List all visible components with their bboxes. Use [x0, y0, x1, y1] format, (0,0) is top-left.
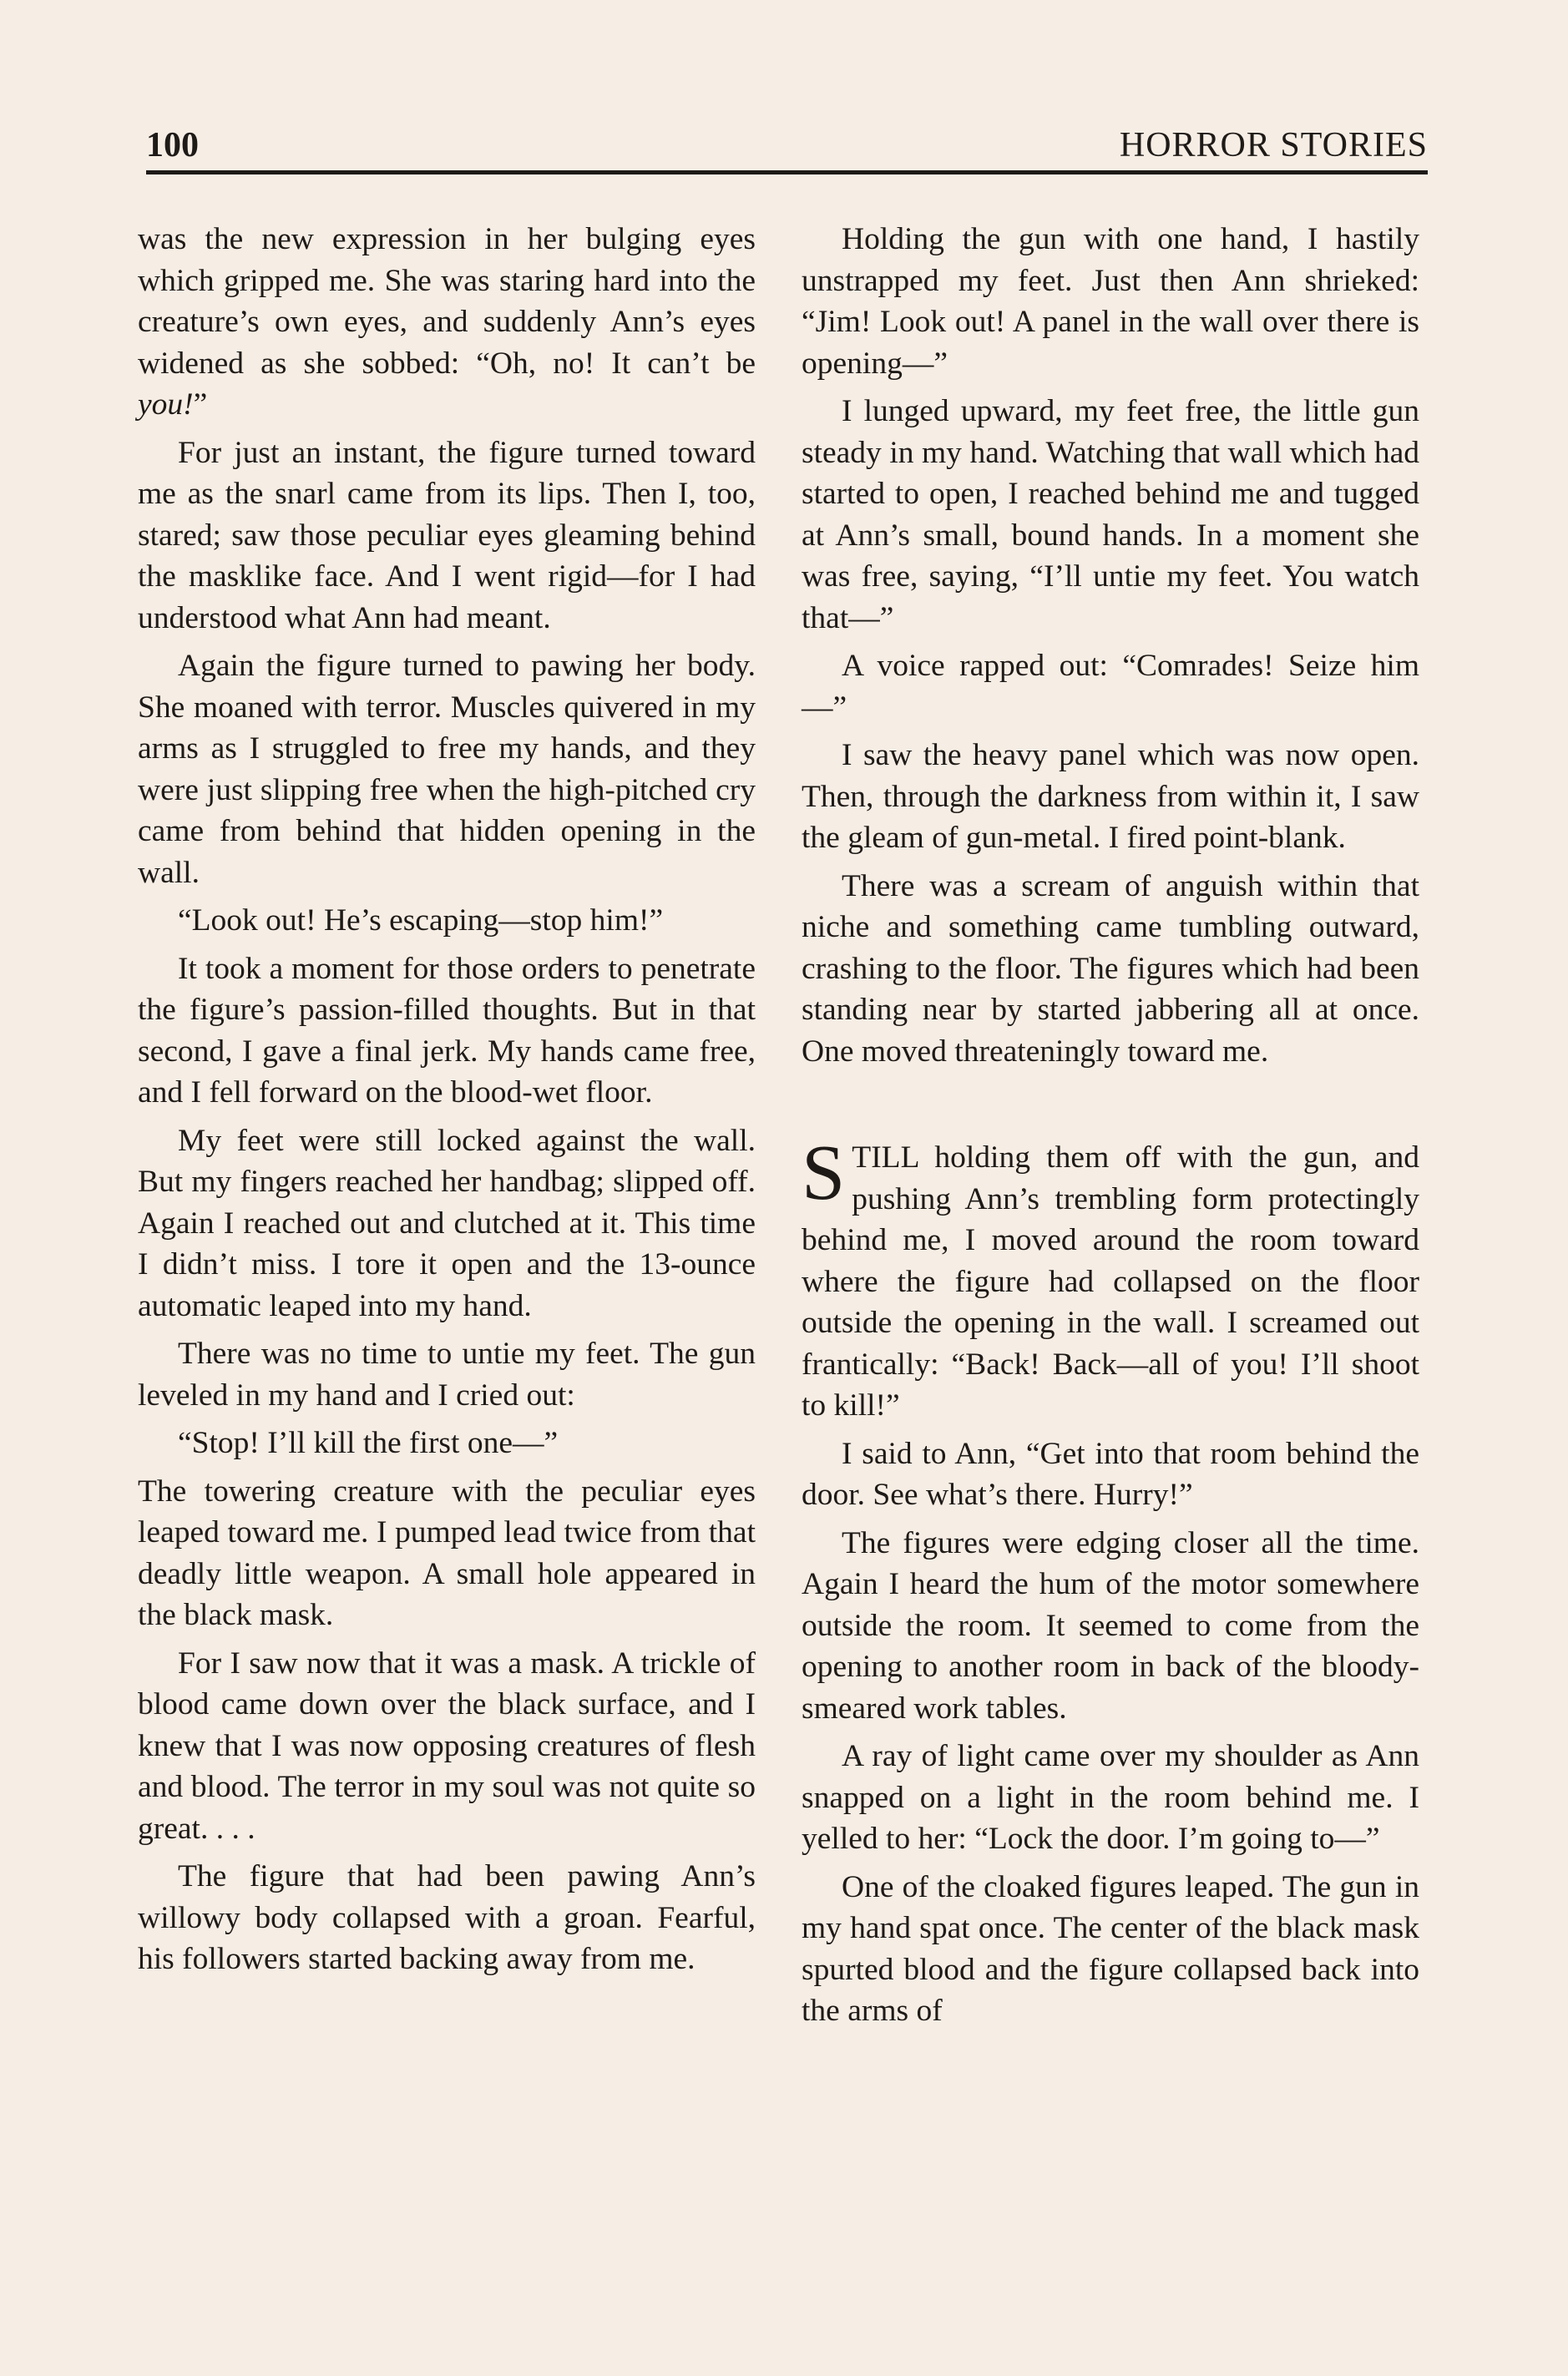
running-title: HORROR STORIES: [1119, 126, 1428, 164]
emphasis-text: you!: [138, 387, 194, 422]
paragraph: There was no time to untie my feet. The gun leveled in my hand and I cried out:: [138, 1337, 756, 1413]
paragraph: The figures were edging closer all the time. Again I heard the hum of the motor somewhere outside the room. It seemed to come from the opening to another room in back of the bloody-smeared work tables.: [802, 1525, 1419, 1726]
page-number: 100: [146, 126, 199, 164]
section-break: [802, 1079, 1419, 1137]
paragraph: Holding the gun with one hand, I hastily unstrapped my feet. Just then Ann shrieked: “Jim! Look out! A panel in the wall over there is opening—”: [802, 222, 1419, 381]
paragraph: A ray of light came over my shoulder as Ann snapped on a light in the room behind me. I yelled to her: “Lock the door. I’m going to—”: [802, 1739, 1419, 1856]
paragraph: I said to Ann, “Get into that room behind the door. See what’s there. Hurry!”: [802, 1436, 1419, 1512]
left-column: [138, 219, 756, 1987]
right-column: [802, 219, 1419, 2039]
paragraph: I lunged upward, my feet free, the little gun steady in my hand. Watching that wall which had started to open, I reached behind me and tugged at Ann’s small, bound hands. In a moment she was free, saying, “I’ll untie my feet. You watch that—”: [802, 394, 1419, 635]
page-header: [146, 122, 1428, 174]
paragraph: The towering creature with the peculiar eyes leaped toward me. I pumped lead twice from that deadly little weapon. A small hole appeared in the black mask.: [138, 1474, 756, 1632]
paragraph: The figure that had been pawing Ann’s willowy body collapsed with a groan. Fearful, his followers started backing away from me.: [138, 1859, 756, 1976]
paragraph: [802, 1130, 1419, 1427]
paragraph: “Look out! He’s escaping—stop him!”: [178, 903, 664, 938]
paragraph: My feet were still locked against the wall. But my fingers reached her handbag; slipped off. Again I reached out and clutched at it. This time I didn’t miss. I tore it open and the 13-ounce automatic leaped into my hand.: [138, 1123, 756, 1323]
drop-cap: S: [802, 1130, 846, 1216]
paragraph: One of the cloaked figures leaped. The gun in my hand spat once. The center of the black mask spurted blood and the figure collapsed back into the arms of: [802, 1869, 1419, 2028]
paragraph-text: ”: [193, 387, 208, 422]
paragraph: It took a moment for those orders to penetrate the figure’s passion-filled thoughts. But in that second, I gave a final jerk. My hands came free, and I fell forward on the blood-wet floor.: [138, 951, 756, 1110]
paragraph: I saw the heavy panel which was now open. Then, through the darkness from within it, I saw the gleam of gun-metal. I fired point-blank.: [802, 738, 1419, 855]
paragraph: A voice rapped out: “Comrades! Seize him—”: [802, 649, 1419, 725]
paragraph: [138, 219, 756, 426]
paragraph-text: TILL holding them off with the gun, and pushing Ann’s trembling form protectingly behind me, I moved around the room toward where the figure had collapsed on the floor outside the opening in the wall. I screamed out frantically: “Back! Back—all of you! I’ll shoot to kill!”: [802, 1140, 1419, 1423]
paragraph: “Stop! I’ll kill the first one—”: [178, 1426, 559, 1460]
paragraph: For I saw now that it was a mask. A trickle of blood came down over the black surface, and I knew that I was now opposing creatures of flesh and blood. The terror in my soul was not quite so great. . . .: [138, 1646, 756, 1846]
paragraph-text: was the new expression in her bulging eyes which gripped me. She was staring hard into the creature’s own eyes, and suddenly Ann’s eyes widened as she sobbed: “Oh, no! It can’t be: [138, 222, 756, 381]
paragraph: For just an instant, the figure turned toward me as the snarl came from its lips. Then I, too, stared; saw those peculiar eyes gleaming behind the masklike face. And I went rigid—for I had understood what Ann had meant.: [138, 435, 756, 635]
paragraph: Again the figure turned to pawing her body. She moaned with terror. Muscles quivered in my arms as I struggled to free my hands, and they were just slipping free when the high-pitched cry came from behind that hidden opening in the wall.: [138, 649, 756, 890]
paragraph: There was a scream of anguish within that niche and something came tumbling outward, crashing to the floor. The figures which had been standing near by started jabbering all at once. One moved threateningly toward me.: [802, 868, 1419, 1069]
